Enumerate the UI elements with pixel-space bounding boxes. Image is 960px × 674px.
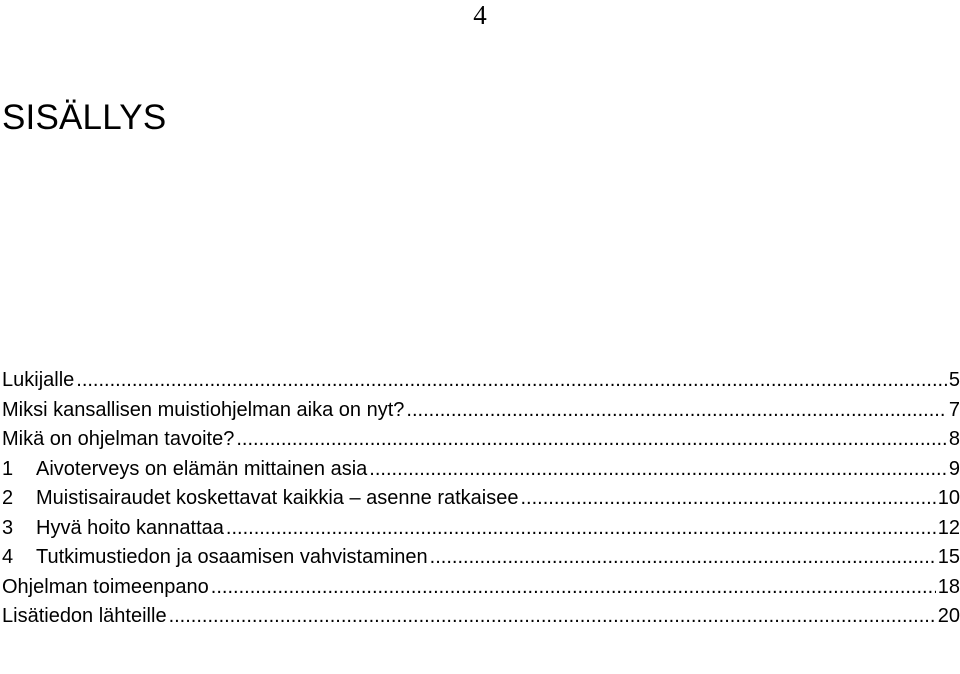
toc-entry-number: 3 bbox=[2, 516, 14, 539]
toc-dot-leader bbox=[76, 366, 947, 396]
toc-dot-leader bbox=[236, 425, 947, 455]
toc-entry-title: Muistisairaudet koskettavat kaikkia – asenne ratkaisee bbox=[36, 487, 519, 509]
toc-entry-miksi[interactable] bbox=[2, 396, 960, 426]
toc-entry-page: 9 bbox=[948, 457, 960, 480]
toc-dot-leader bbox=[211, 573, 936, 603]
toc-entry-chapter-3[interactable] bbox=[2, 514, 960, 544]
toc-entry-page: 20 bbox=[937, 605, 960, 627]
toc-entry-tavoite[interactable] bbox=[2, 425, 960, 455]
toc-entry-page: 18 bbox=[937, 575, 960, 598]
toc-entry-title: Lisätiedon lähteille bbox=[2, 605, 167, 627]
toc-entry-toimeenpano[interactable] bbox=[2, 573, 960, 603]
toc-entry-title: Ohjelman toimeenpano bbox=[2, 575, 209, 598]
toc-entry-number: 1 bbox=[2, 457, 14, 480]
toc-dot-leader bbox=[169, 602, 936, 632]
toc-dot-leader bbox=[430, 543, 936, 573]
toc-entry-number: 2 bbox=[2, 487, 14, 509]
table-of-contents bbox=[2, 366, 960, 632]
toc-entry-lukijalle[interactable] bbox=[2, 366, 960, 396]
toc-entry-page: 8 bbox=[948, 428, 960, 450]
toc-entry-page: 12 bbox=[937, 516, 960, 539]
toc-entry-number: 4 bbox=[2, 546, 14, 568]
toc-dot-leader bbox=[369, 455, 947, 485]
toc-entry-page: 10 bbox=[937, 487, 960, 509]
toc-entry-title: Lukijalle bbox=[2, 369, 75, 391]
toc-dot-leader bbox=[226, 514, 936, 544]
toc-entry-chapter-4[interactable] bbox=[2, 543, 960, 573]
page-number: 4 bbox=[473, 0, 487, 30]
toc-entry-page: 15 bbox=[937, 546, 960, 568]
toc-entry-chapter-1[interactable] bbox=[2, 455, 960, 485]
toc-entry-chapter-2[interactable] bbox=[2, 484, 960, 514]
toc-entry-title: Tutkimustiedon ja osaamisen vahvistaminen bbox=[36, 546, 428, 568]
toc-dot-leader bbox=[406, 396, 946, 426]
toc-dot-leader bbox=[520, 484, 935, 514]
toc-entry-lahteille[interactable] bbox=[2, 602, 960, 632]
toc-entry-title: Aivoterveys on elämän mittainen asia bbox=[36, 457, 368, 480]
toc-heading: SISÄLLYS bbox=[2, 98, 167, 137]
toc-entry-page: 7 bbox=[948, 398, 960, 421]
toc-entry-title: Miksi kansallisen muistiohjelman aika on nyt? bbox=[2, 398, 405, 421]
toc-entry-page: 5 bbox=[948, 369, 960, 391]
toc-entry-title: Mikä on ohjelman tavoite? bbox=[2, 428, 235, 450]
toc-entry-title: Hyvä hoito kannattaa bbox=[36, 516, 224, 539]
